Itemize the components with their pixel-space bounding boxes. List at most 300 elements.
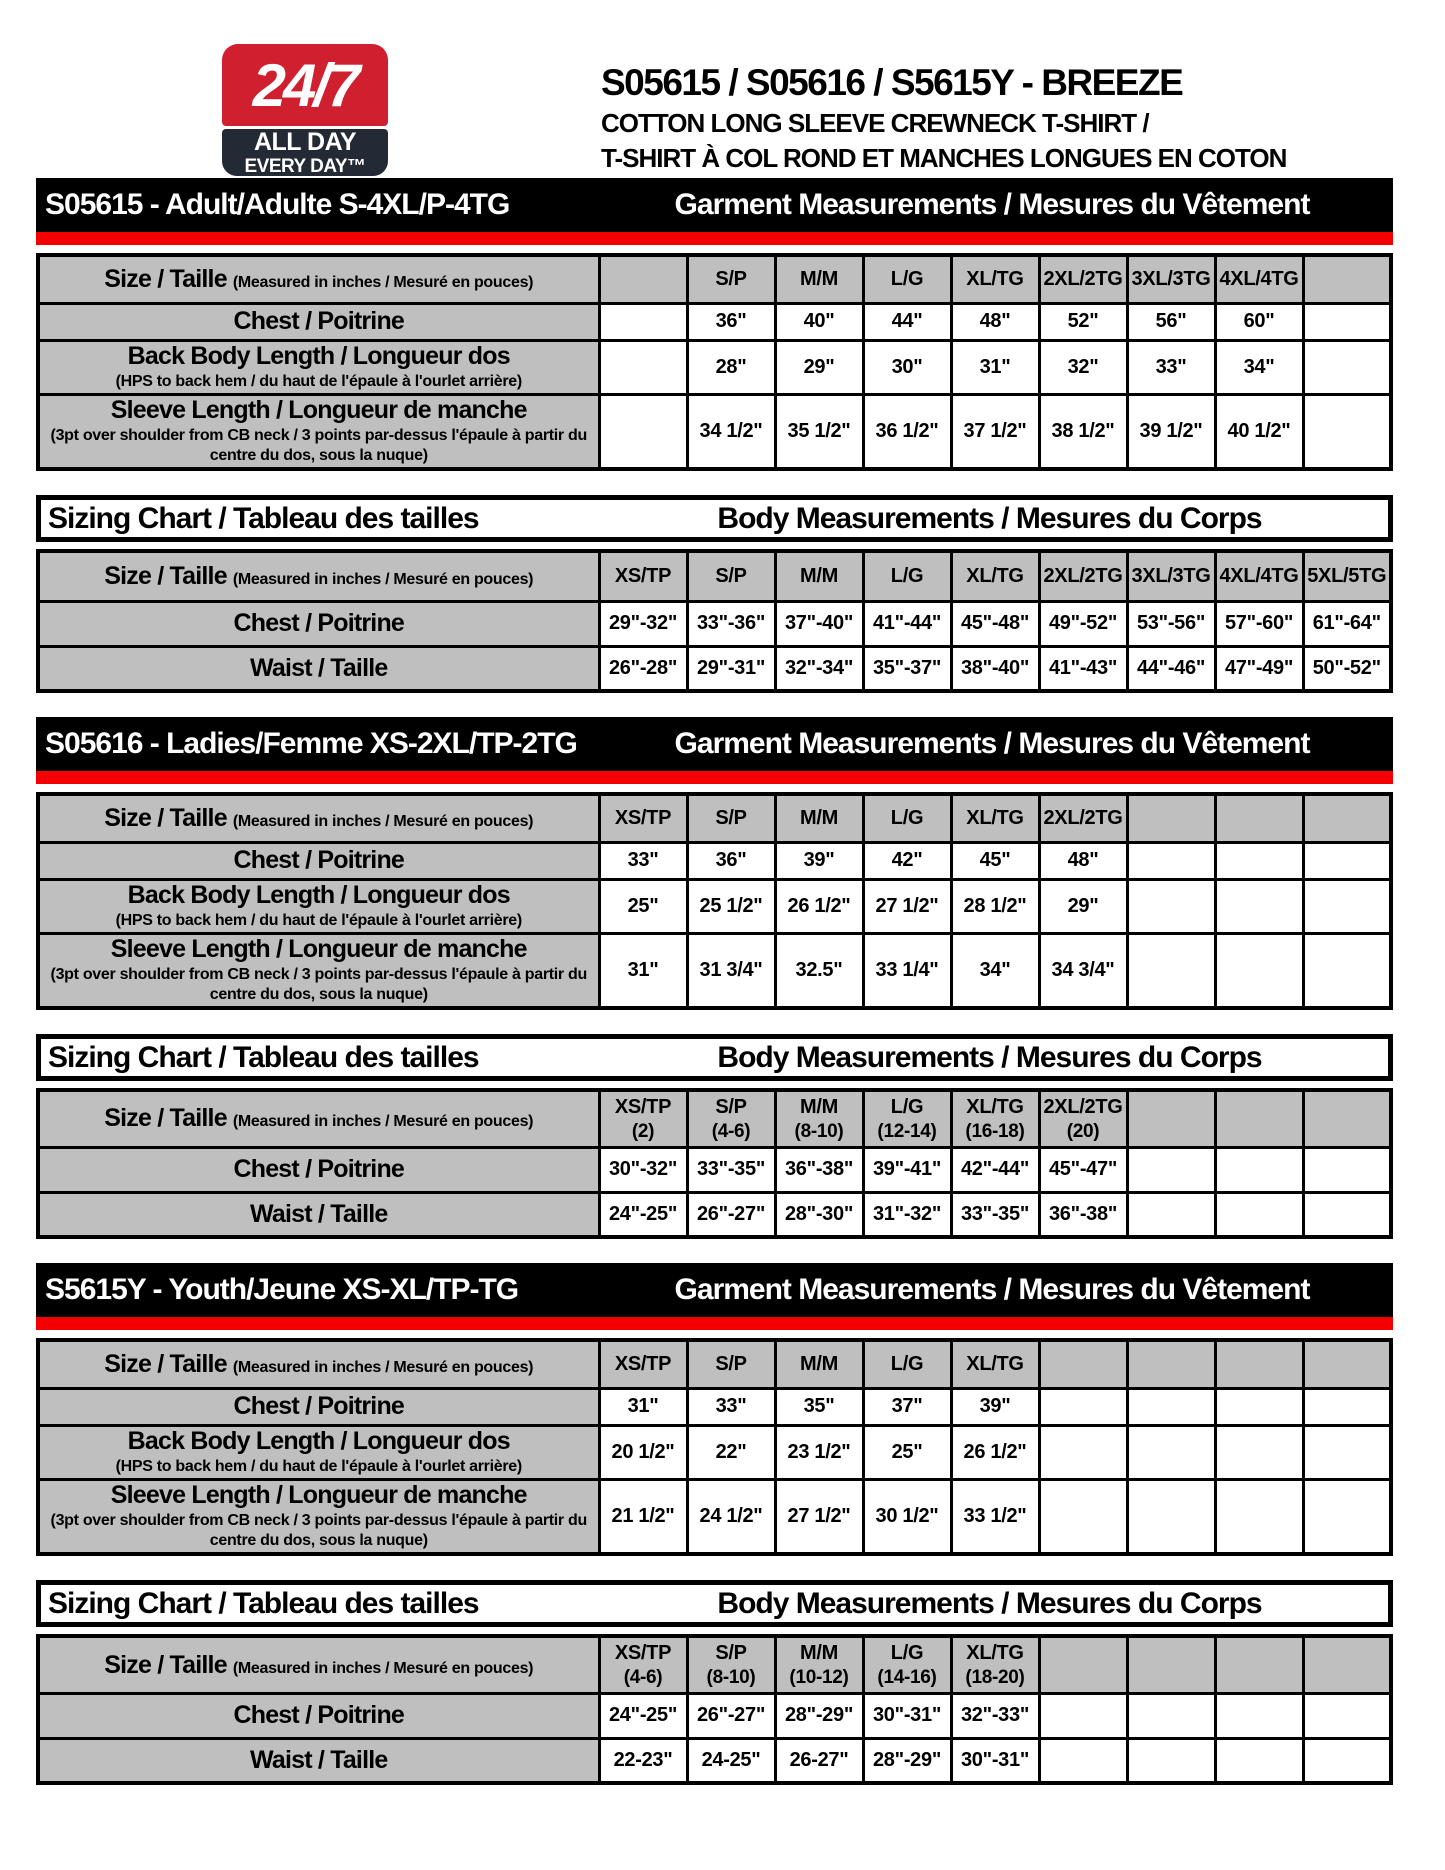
size-header-cell — [1215, 794, 1303, 842]
measurement-cell: 30"-32" — [599, 1147, 687, 1192]
size-header-cell — [1303, 255, 1391, 303]
measurement-cell — [1127, 1388, 1215, 1425]
size-header-cell — [863, 1636, 951, 1693]
measurement-cell: 33" — [599, 842, 687, 879]
measurement-cell: 30"-31" — [863, 1693, 951, 1738]
chest-row — [38, 601, 1391, 646]
size-header-cell — [1039, 1090, 1127, 1147]
size-header-cell: XL/TG — [951, 255, 1039, 303]
chest-row-label — [38, 601, 599, 646]
measurement-cell: 32" — [1039, 340, 1127, 394]
body-measurements-heading: Body Measurements / Mesures du Corps — [717, 1586, 1262, 1620]
size-header-cell — [599, 1636, 687, 1693]
measurement-cell: 30" — [863, 340, 951, 394]
measurement-cell: 53"-56" — [1127, 601, 1215, 646]
size-header-cell: M/M — [775, 794, 863, 842]
measurement-cell: 33" — [1127, 340, 1215, 394]
garment-measurements-heading: Garment Measurements / Mesures du Vêtement — [674, 1273, 1310, 1307]
size-name: S/P — [715, 1095, 747, 1118]
size-header-cell: XL/TG — [951, 794, 1039, 842]
chest-label: Chest / Poitrine — [233, 846, 405, 875]
size-header-row — [38, 1340, 1391, 1388]
back-length-row — [38, 879, 1391, 933]
sizing-chart-title: Sizing Chart / Tableau des tailles — [48, 1586, 479, 1620]
measurement-cell: 34 1/2" — [687, 394, 775, 469]
measurement-cell — [1303, 1192, 1391, 1237]
back-length-row-label — [38, 1425, 599, 1479]
size-header-cell: M/M — [775, 1340, 863, 1388]
content-column — [36, 178, 1393, 1785]
measurement-cell: 29"-32" — [599, 601, 687, 646]
red-accent-stripe — [36, 771, 1393, 784]
size-row-label — [38, 1340, 599, 1388]
measurement-cell — [1303, 1388, 1391, 1425]
size-header-cell: 2XL/2TG — [1039, 255, 1127, 303]
measurement-cell: 26 1/2" — [775, 879, 863, 933]
sizing-chart-bar — [36, 1580, 1393, 1627]
measurement-cell — [1215, 1425, 1303, 1479]
garment-table — [36, 253, 1393, 471]
measurement-cell — [1127, 1479, 1215, 1554]
waist-row-label — [38, 1192, 599, 1237]
size-name: 2XL/2TG — [1043, 564, 1123, 587]
measurement-cell — [1303, 1147, 1391, 1192]
size-header-cell — [1303, 1636, 1391, 1693]
size-header-cell — [1127, 1090, 1215, 1147]
measurement-cell — [1303, 1479, 1391, 1554]
measurement-cell: 40" — [775, 303, 863, 340]
measurement-cell — [1127, 879, 1215, 933]
sleeve-length-note: (3pt over shoulder from CB neck / 3 points par-dessus l'épaule à partir du centre du dos, sous la nuque) — [50, 1511, 587, 1550]
measurement-cell: 47"-49" — [1215, 646, 1303, 691]
size-header-cell — [1039, 551, 1127, 601]
chest-row — [38, 842, 1391, 879]
sizing-chart-title: Sizing Chart / Tableau des tailles — [48, 501, 479, 535]
measurement-cell — [1303, 303, 1391, 340]
measurement-cell — [1127, 1738, 1215, 1783]
measurement-cell: 48" — [951, 303, 1039, 340]
chest-label: Chest / Poitrine — [233, 1155, 405, 1184]
section-title: S05616 - Ladies/Femme XS-2XL/TP-2TG — [45, 727, 577, 761]
document-header — [0, 0, 1445, 178]
sleeve-length-row-label — [38, 933, 599, 1008]
measurement-cell: 36"-38" — [775, 1147, 863, 1192]
measurement-cell: 35" — [775, 1388, 863, 1425]
measurement-cell: 26"-27" — [687, 1192, 775, 1237]
measurement-cell: 26-27" — [775, 1738, 863, 1783]
size-header-cell — [599, 551, 687, 601]
section-title-bar — [36, 717, 1393, 771]
sleeve-length-label: Sleeve Length / Longueur de manche — [110, 934, 527, 963]
garment-measurements-heading: Garment Measurements / Mesures du Vêtement — [674, 727, 1310, 761]
measurement-cell: 29" — [775, 340, 863, 394]
size-name: 4XL/4TG — [1219, 564, 1299, 587]
sleeve-length-row — [38, 394, 1391, 469]
size-header-cell: XL/TG — [951, 1340, 1039, 1388]
size-label-note: (Measured in inches / Mesuré en pouces) — [232, 273, 534, 291]
measurement-cell: 37"-40" — [775, 601, 863, 646]
size-name: 3XL/3TG — [1131, 564, 1211, 587]
measurement-cell: 28"-29" — [863, 1738, 951, 1783]
size-name: L/G — [890, 1641, 924, 1664]
size-header-cell — [1039, 1340, 1127, 1388]
size-header-cell — [1303, 1090, 1391, 1147]
measurement-cell — [1039, 1388, 1127, 1425]
size-range: (4-6) — [623, 1666, 663, 1688]
measurement-cell: 25" — [863, 1425, 951, 1479]
back-length-note: (HPS to back hem / du haut de l'épaule à l'ourlet arrière) — [115, 911, 522, 929]
measurement-cell: 30"-31" — [951, 1738, 1039, 1783]
measurement-cell: 26"-27" — [687, 1693, 775, 1738]
garment-table — [36, 1338, 1393, 1556]
measurement-cell: 44" — [863, 303, 951, 340]
waist-label: Waist / Taille — [250, 653, 388, 682]
measurement-cell: 29" — [1039, 879, 1127, 933]
chest-label: Chest / Poitrine — [233, 609, 405, 638]
measurement-cell — [1127, 1192, 1215, 1237]
chest-row — [38, 1388, 1391, 1425]
measurement-cell: 34 3/4" — [1039, 933, 1127, 1008]
measurement-cell — [599, 340, 687, 394]
measurement-cell: 33"-35" — [687, 1147, 775, 1192]
section-title-bar — [36, 1263, 1393, 1317]
sleeve-length-note: (3pt over shoulder from CB neck / 3 points par-dessus l'épaule à partir du centre du dos, sous la nuque) — [50, 965, 587, 1004]
size-header-row — [38, 1090, 1391, 1147]
size-label-note: (Measured in inches / Mesuré en pouces) — [232, 570, 534, 588]
product-subtitle-fr: T-SHIRT À COL ROND ET MANCHES LONGUES EN COTON — [601, 143, 1287, 173]
measurement-cell — [1215, 842, 1303, 879]
waist-row — [38, 1192, 1391, 1237]
size-header-row — [38, 255, 1391, 303]
measurement-cell: 52" — [1039, 303, 1127, 340]
size-header-cell — [1215, 551, 1303, 601]
measurement-cell: 37" — [863, 1388, 951, 1425]
garment-table — [36, 792, 1393, 1010]
size-header-cell — [951, 1636, 1039, 1693]
measurement-cell: 34" — [1215, 340, 1303, 394]
sleeve-length-row-label — [38, 1479, 599, 1554]
measurement-cell — [1215, 933, 1303, 1008]
measurement-cell: 31 3/4" — [687, 933, 775, 1008]
measurement-cell: 44"-46" — [1127, 646, 1215, 691]
section-title: S5615Y - Youth/Jeune XS-XL/TP-TG — [45, 1273, 519, 1307]
size-header-cell — [863, 551, 951, 601]
size-header-cell — [1127, 551, 1215, 601]
measurement-cell: 24"-25" — [599, 1192, 687, 1237]
measurement-cell — [1215, 1479, 1303, 1554]
section-adult — [36, 178, 1393, 693]
size-header-cell: S/P — [687, 794, 775, 842]
measurement-cell: 57"-60" — [1215, 601, 1303, 646]
size-header-cell — [775, 1090, 863, 1147]
measurement-cell: 32"-34" — [775, 646, 863, 691]
size-name: L/G — [890, 564, 924, 587]
size-label: Size / Taille — [104, 264, 227, 293]
size-label-note: (Measured in inches / Mesuré en pouces) — [232, 1358, 534, 1376]
logo-everyday-text: EVERY DAY™ — [244, 155, 366, 177]
size-label: Size / Taille — [104, 561, 227, 590]
size-range: (20) — [1066, 1120, 1100, 1142]
chest-label: Chest / Poitrine — [233, 307, 405, 335]
size-name: M/M — [800, 564, 838, 587]
size-header-cell — [1303, 551, 1391, 601]
measurement-cell: 31"-32" — [863, 1192, 951, 1237]
size-label-note: (Measured in inches / Mesuré en pouces) — [232, 1659, 534, 1677]
size-row-label — [38, 1090, 599, 1147]
sleeve-length-row-label — [38, 394, 599, 469]
chest-row-label — [38, 1693, 599, 1738]
size-name: XL/TG — [966, 1095, 1024, 1118]
size-header-cell — [775, 1636, 863, 1693]
sleeve-length-label: Sleeve Length / Longueur de manche — [110, 395, 527, 424]
size-range: (4-6) — [711, 1120, 751, 1142]
measurement-cell — [1039, 1693, 1127, 1738]
measurement-cell: 42"-44" — [951, 1147, 1039, 1192]
size-name: M/M — [800, 1095, 838, 1118]
size-header-cell — [863, 1090, 951, 1147]
size-name: XS/TP — [614, 1095, 672, 1118]
size-row-label — [38, 255, 599, 303]
measurement-cell: 35"-37" — [863, 646, 951, 691]
logo-247-badge — [222, 44, 388, 126]
measurement-cell: 33"-36" — [687, 601, 775, 646]
size-range: (2) — [631, 1120, 655, 1142]
measurement-cell: 35 1/2" — [775, 394, 863, 469]
size-row-label — [38, 551, 599, 601]
size-range: (12-14) — [877, 1120, 937, 1142]
measurement-cell: 22" — [687, 1425, 775, 1479]
measurement-cell: 33 1/4" — [863, 933, 951, 1008]
measurement-cell: 25 1/2" — [687, 879, 775, 933]
measurement-cell: 28"-29" — [775, 1693, 863, 1738]
measurement-cell — [1215, 1147, 1303, 1192]
size-header-cell: S/P — [687, 1340, 775, 1388]
size-header-cell — [951, 551, 1039, 601]
size-header-cell — [599, 1090, 687, 1147]
sleeve-length-note: (3pt over shoulder from CB neck / 3 points par-dessus l'épaule à partir du centre du dos, sous la nuque) — [50, 426, 587, 465]
measurement-cell — [1303, 842, 1391, 879]
measurement-cell: 48" — [1039, 842, 1127, 879]
measurement-cell: 60" — [1215, 303, 1303, 340]
measurement-cell — [1215, 1693, 1303, 1738]
body-measurements-heading: Body Measurements / Mesures du Corps — [717, 1040, 1262, 1074]
measurement-cell: 29"-31" — [687, 646, 775, 691]
measurement-cell: 21 1/2" — [599, 1479, 687, 1554]
measurement-cell — [1215, 1192, 1303, 1237]
measurement-cell: 39"-41" — [863, 1147, 951, 1192]
measurement-cell — [1215, 879, 1303, 933]
size-range: (16-18) — [965, 1120, 1025, 1142]
chest-row-label — [38, 303, 599, 340]
size-row-label — [38, 1636, 599, 1693]
measurement-cell: 39 1/2" — [1127, 394, 1215, 469]
measurement-cell: 39" — [775, 842, 863, 879]
section-title-bar — [36, 178, 1393, 232]
measurement-cell: 49"-52" — [1039, 601, 1127, 646]
measurement-cell: 61"-64" — [1303, 601, 1391, 646]
red-accent-stripe — [36, 232, 1393, 245]
section-ladies — [36, 717, 1393, 1239]
waist-label: Waist / Taille — [250, 1199, 388, 1228]
size-row-label — [38, 794, 599, 842]
measurement-cell: 28" — [687, 340, 775, 394]
sleeve-length-row — [38, 933, 1391, 1008]
red-accent-stripe — [36, 1317, 1393, 1330]
size-name: XL/TG — [966, 564, 1024, 587]
brand-logo — [222, 44, 388, 176]
measurement-cell: 31" — [951, 340, 1039, 394]
waist-row — [38, 646, 1391, 691]
garment-measurements-heading: Garment Measurements / Mesures du Vêtement — [674, 188, 1310, 221]
size-header-cell — [1303, 794, 1391, 842]
back-length-note: (HPS to back hem / du haut de l'épaule à l'ourlet arrière) — [115, 1457, 522, 1475]
chest-row-label — [38, 842, 599, 879]
section-youth — [36, 1263, 1393, 1785]
size-range: (18-20) — [965, 1666, 1025, 1688]
measurement-cell — [1303, 394, 1391, 469]
measurement-cell: 45"-48" — [951, 601, 1039, 646]
size-name: 2XL/2TG — [1043, 1095, 1123, 1118]
size-label-note: (Measured in inches / Mesuré en pouces) — [232, 1113, 534, 1131]
size-name: S/P — [715, 564, 747, 587]
measurement-cell: 33 1/2" — [951, 1479, 1039, 1554]
back-length-label: Back Body Length / Longueur dos — [127, 341, 510, 370]
measurement-cell — [1127, 933, 1215, 1008]
measurement-cell: 27 1/2" — [863, 879, 951, 933]
measurement-cell: 30 1/2" — [863, 1479, 951, 1554]
back-length-row — [38, 1425, 1391, 1479]
measurement-cell: 28"-30" — [775, 1192, 863, 1237]
size-header-cell: XS/TP — [599, 794, 687, 842]
size-label-note: (Measured in inches / Mesuré en pouces) — [232, 812, 534, 830]
logo-allday-badge — [222, 129, 388, 176]
size-header-cell — [687, 1636, 775, 1693]
measurement-cell — [1127, 1147, 1215, 1192]
back-length-row — [38, 340, 1391, 394]
measurement-cell: 26"-28" — [599, 646, 687, 691]
measurement-cell: 40 1/2" — [1215, 394, 1303, 469]
logo-allday-text: ALL DAY — [253, 127, 357, 156]
measurement-cell: 36" — [687, 842, 775, 879]
measurement-cell — [1303, 1693, 1391, 1738]
measurement-cell: 27 1/2" — [775, 1479, 863, 1554]
size-header-row — [38, 551, 1391, 601]
measurement-cell: 24 1/2" — [687, 1479, 775, 1554]
size-header-cell: 4XL/4TG — [1215, 255, 1303, 303]
body-table — [36, 1634, 1393, 1785]
size-name: XS/TP — [614, 564, 672, 587]
product-subtitle-en: COTTON LONG SLEEVE CREWNECK T-SHIRT / — [601, 108, 1149, 138]
product-title: S05615 / S05616 / S5615Y - BREEZE — [601, 62, 1183, 103]
measurement-cell: 22-23" — [599, 1738, 687, 1783]
measurement-cell: 31" — [599, 1388, 687, 1425]
measurement-cell: 32.5" — [775, 933, 863, 1008]
measurement-cell: 34" — [951, 933, 1039, 1008]
measurement-cell: 42" — [863, 842, 951, 879]
size-header-cell: L/G — [863, 794, 951, 842]
measurement-cell: 28 1/2" — [951, 879, 1039, 933]
chest-row-label — [38, 1147, 599, 1192]
measurement-cell: 25" — [599, 879, 687, 933]
measurement-cell: 20 1/2" — [599, 1425, 687, 1479]
measurement-cell: 24"-25" — [599, 1693, 687, 1738]
measurement-cell: 24-25" — [687, 1738, 775, 1783]
body-measurements-heading: Body Measurements / Mesures du Corps — [717, 501, 1262, 535]
measurement-cell: 32"-33" — [951, 1693, 1039, 1738]
measurement-cell — [1303, 879, 1391, 933]
back-length-row-label — [38, 340, 599, 394]
size-label: Size / Taille — [104, 1650, 227, 1679]
size-header-cell: 3XL/3TG — [1127, 255, 1215, 303]
body-table — [36, 549, 1393, 693]
size-range: (10-12) — [789, 1666, 849, 1688]
sleeve-length-label: Sleeve Length / Longueur de manche — [110, 1480, 527, 1509]
size-header-cell — [1215, 1090, 1303, 1147]
measurement-cell: 39" — [951, 1388, 1039, 1425]
waist-row-label — [38, 1738, 599, 1783]
measurement-cell: 56" — [1127, 303, 1215, 340]
measurement-cell — [1127, 1693, 1215, 1738]
section-title: S05615 - Adult/Adulte S-4XL/P-4TG — [45, 188, 510, 221]
size-header-cell: S/P — [687, 255, 775, 303]
measurement-cell — [599, 303, 687, 340]
back-length-note: (HPS to back hem / du haut de l'épaule à l'ourlet arrière) — [115, 372, 522, 390]
logo-247-text: 24/7 — [252, 51, 358, 119]
measurement-cell — [1127, 1425, 1215, 1479]
body-table — [36, 1088, 1393, 1239]
size-header-cell: 2XL/2TG — [1039, 794, 1127, 842]
measurement-cell — [1303, 1425, 1391, 1479]
size-header-cell — [1127, 1340, 1215, 1388]
size-header-cell — [775, 551, 863, 601]
measurement-cell: 36"-38" — [1039, 1192, 1127, 1237]
size-label: Size / Taille — [104, 803, 227, 832]
measurement-cell — [1039, 1479, 1127, 1554]
size-header-cell — [1215, 1340, 1303, 1388]
size-header-cell — [951, 1090, 1039, 1147]
size-name: XL/TG — [966, 1641, 1024, 1664]
back-length-label: Back Body Length / Longueur dos — [127, 1426, 510, 1455]
back-length-label: Back Body Length / Longueur dos — [127, 880, 510, 909]
measurement-cell — [1303, 340, 1391, 394]
sizing-chart-title: Sizing Chart / Tableau des tailles — [48, 1040, 479, 1074]
sizing-chart-bar — [36, 495, 1393, 542]
waist-label: Waist / Taille — [250, 1746, 388, 1775]
size-header-cell — [1127, 794, 1215, 842]
measurement-cell: 50"-52" — [1303, 646, 1391, 691]
measurement-cell — [1303, 1738, 1391, 1783]
size-label: Size / Taille — [104, 1349, 227, 1378]
chest-label: Chest / Poitrine — [233, 1392, 405, 1421]
measurement-cell — [1039, 1738, 1127, 1783]
measurement-cell: 41"-43" — [1039, 646, 1127, 691]
measurement-cell: 23 1/2" — [775, 1425, 863, 1479]
size-header-cell — [687, 1090, 775, 1147]
size-name: S/P — [715, 1641, 747, 1664]
size-header-row — [38, 1636, 1391, 1693]
size-header-cell — [1303, 1340, 1391, 1388]
measurement-cell — [599, 394, 687, 469]
measurement-cell — [1303, 933, 1391, 1008]
measurement-cell: 33" — [687, 1388, 775, 1425]
measurement-cell: 33"-35" — [951, 1192, 1039, 1237]
size-header-cell — [1039, 1636, 1127, 1693]
chest-row — [38, 303, 1391, 340]
size-header-cell: XS/TP — [599, 1340, 687, 1388]
measurement-cell: 38 1/2" — [1039, 394, 1127, 469]
measurement-cell: 38"-40" — [951, 646, 1039, 691]
chest-row-label — [38, 1388, 599, 1425]
